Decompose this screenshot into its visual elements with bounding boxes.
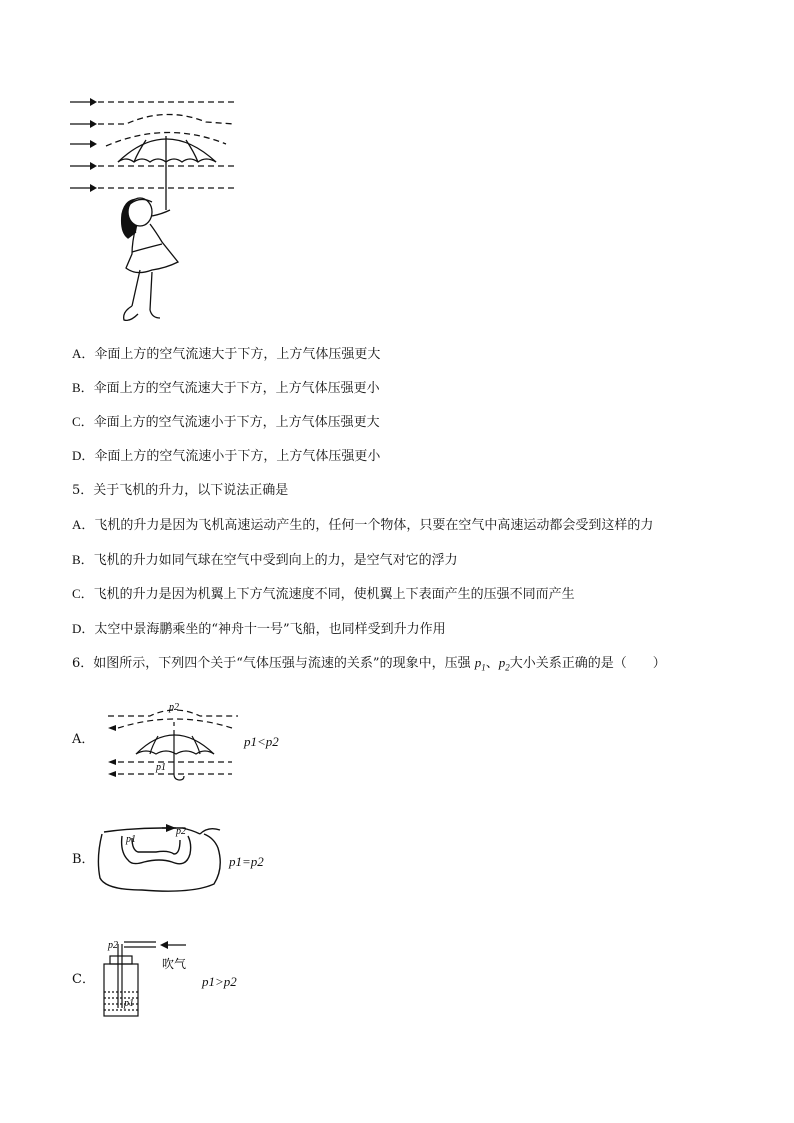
q5-stem: 5．关于飞机的升力，以下说法正确是 [72, 483, 289, 498]
q6a-p1-label: p1 [156, 762, 166, 773]
q6c-p1-label: p1 [124, 998, 134, 1009]
q6-stem: 6．如图所示，下列四个关于“气体压强与流速的关系”的现象中，压强 $p_1$、$p_2$大小关系正确的是（ ） [72, 655, 666, 673]
q6c-p2-label: p2 [108, 940, 118, 951]
q6-atomizer-figure [100, 936, 200, 1022]
q4-option-b: B．伞面上方的空气流速大于下方，上方气体压强更小 [72, 380, 380, 396]
q6c-blow-label: 吹气 [162, 957, 187, 971]
q6-option-c-relation: p1>p2 [202, 974, 237, 989]
q5-option-d: D．太空中景海鹏乘坐的“神舟十一号”飞船，也同样受到升力作用 [72, 621, 446, 637]
q5-option-a: A．飞机的升力是因为飞机高速运动产生的，任何一个物体，只要在空气中高速运动都会受到这样的力 [72, 517, 654, 533]
q6-option-b-relation: p1=p2 [229, 854, 264, 869]
q5-option-b: B．飞机的升力如同气球在空气中受到向上的力，是空气对它的浮力 [72, 552, 458, 568]
umbrella-girl-figure [66, 92, 246, 332]
q6-option-b-letter: B． [72, 852, 95, 867]
q6-burrow-figure [92, 818, 232, 896]
q4-option-c: C．伞面上方的空气流速小于下方，上方气体压强更大 [72, 414, 380, 430]
q6-umbrella-figure [100, 696, 250, 784]
q6-option-c-letter: C． [72, 972, 95, 987]
q6b-p2-label: p2 [176, 826, 186, 837]
q4-option-d: D．伞面上方的空气流速小于下方，上方气体压强更小 [72, 448, 381, 464]
q6a-p2-label: p2 [169, 702, 179, 713]
q6-option-a-letter: A． [72, 732, 95, 747]
q6-option-a-relation: p1<p2 [244, 734, 279, 749]
q4-option-a: A．伞面上方的空气流速大于下方，上方气体压强更大 [72, 346, 381, 362]
q5-option-c: C．飞机的升力是因为机翼上下方气流速度不同，使机翼上下表面产生的压强不同而产生 [72, 586, 575, 602]
q6b-p1-label: p1 [126, 834, 136, 845]
